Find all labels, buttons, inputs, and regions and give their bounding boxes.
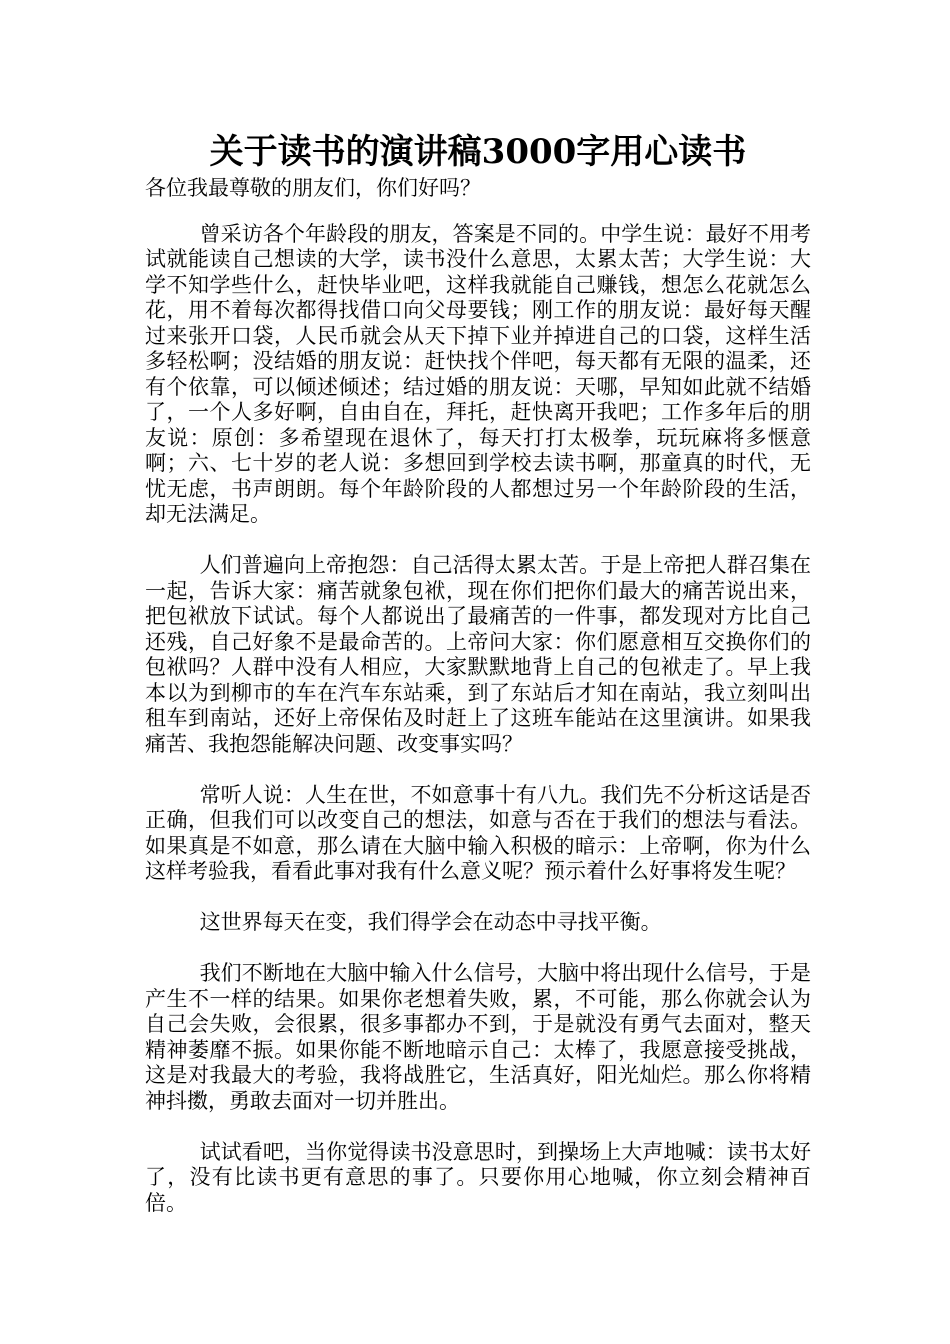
paragraph-3: 常听人说：人生在世，不如意事十有八九。我们先不分析这话是否正确，但我们可以改变自己的想法，如意与否在于我们的想法与看法。如果真是不如意，那么请在大脑中输入积极的暗示：上帝啊，你为什么这样考验我，看看此事对我有什么意义呢？预示着什么好事将发生呢？ [145,782,811,883]
document-title: 关于读书的演讲稿3000字用心读书 [209,132,747,172]
paragraph-1: 曾采访各个年龄段的朋友，答案是不同的。中学生说：最好不用考试就能读自己想读的大学，读书没什么意思，太累太苦；大学生说：大学不知学些什么，赶快毕业吧，这样我就能自己赚钱，想怎么花就怎么花，用不着每次都得找借口向父母要钱；刚工作的朋友说：最好每天醒过来张开口袋，人民币就会从天下掉下业并掉进自己的口袋，这样生活多轻松啊；没结婚的朋友说：赶快找个伴吧，每天都有无限的温柔，还有个依靠，可以倾述倾述；结过婚的朋友说：天哪，早知如此就不结婚了，一个人多好啊，自由自在，拜托，赶快离开我吧；工作多年后的朋友说：原创：多希望现在退休了，每天打打太极拳，玩玩麻将多惬意啊；六、七十岁的老人说：多想回到学校去读书啊，那童真的时代，无忧无虑，书声朗朗。每个年龄阶段的人都想过另一个年龄阶段的生活，却无法满足。 [145,221,811,526]
paragraph-5: 我们不断地在大脑中输入什么信号，大脑中将出现什么信号，于是产生不一样的结果。如果你老想着失败，累，不可能，那么你就会认为自己会失败，会很累，很多事都办不到，于是就没有勇气去面对，整天精神萎靡不振。如果你能不断地暗示自己：太棒了，我愿意接受挑战，这是对我最大的考验，我将战胜它，生活真好，阳光灿烂。那么你将精神抖擞，勇敢去面对一切并胜出。 [145,961,811,1113]
paragraph-6: 试试看吧，当你觉得读书没意思时，到操场上大声地喊：读书太好了，没有比读书更有意思的事了。只要你用心地喊，你立刻会精神百倍。 [145,1139,811,1215]
document-page [145,128,811,1242]
greeting-line: 各位我最尊敬的朋友们，你们好吗？ [145,176,481,200]
paragraph-2: 人们普遍向上帝抱怨：自己活得太累太苦。于是上帝把人群召集在一起，告诉大家：痛苦就象包袱，现在你们把你们最大的痛苦说出来，把包袱放下试试。每个人都说出了最痛苦的一件事，都发现对方比自己还残，自己好象不是最命苦的。上帝问大家：你们愿意相互交换你们的包袱吗？人群中没有人相应，大家默默地背上自己的包袱走了。早上我本以为到柳市的车在汽车东站乘，到了东站后才知在南站，我立刻叫出租车到南站，还好上帝保佑及时赶上了这班车能站在这里演讲。如果我痛苦、我抱怨能解决问题、改变事实吗？ [145,553,811,756]
paragraph-4: 这世界每天在变，我们得学会在动态中寻找平衡。 [199,910,662,934]
